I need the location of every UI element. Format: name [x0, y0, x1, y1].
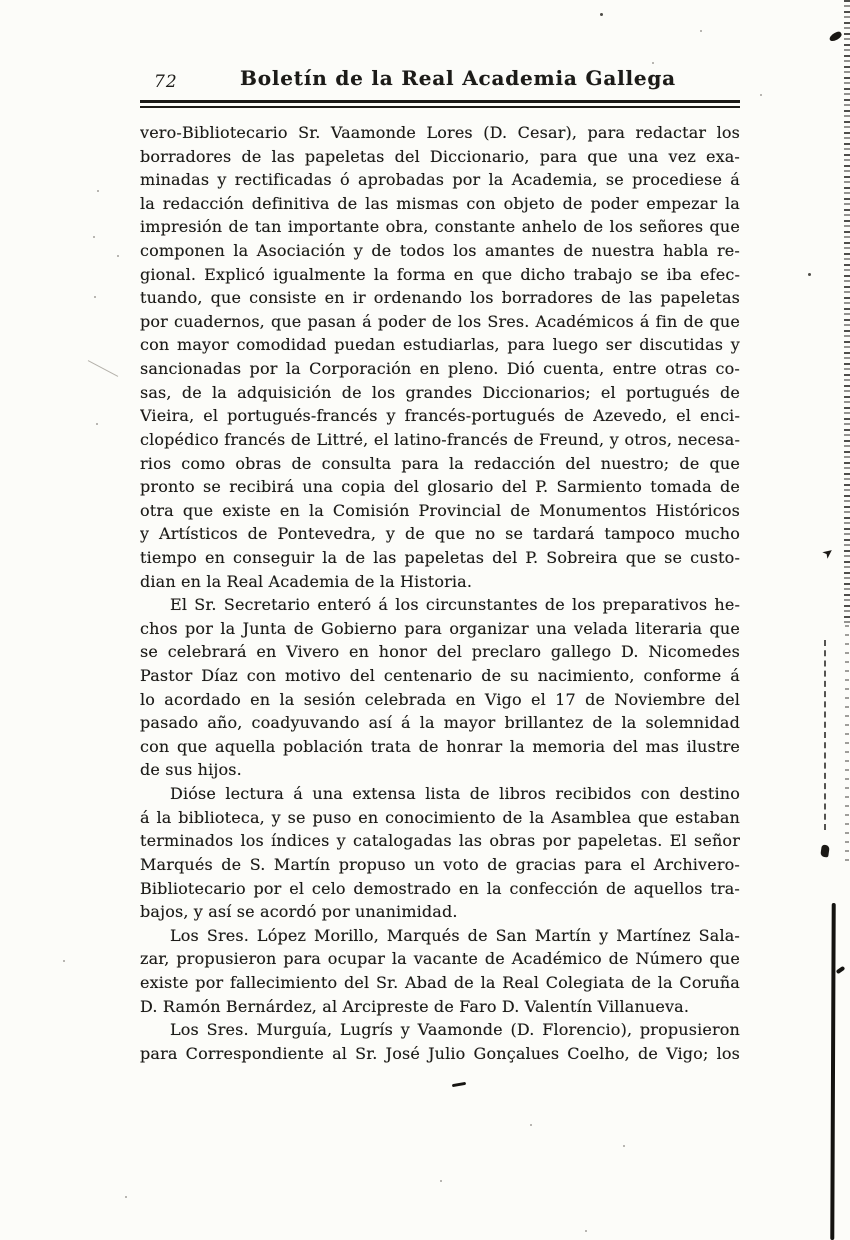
scan-scratch-left-margin: [88, 360, 118, 377]
dust-speck: [96, 423, 98, 425]
page-number: 72: [154, 72, 178, 92]
text-line: tiempo en conseguir la de las papeletas del P. Sobreira que se custo-: [140, 547, 740, 567]
text-line: la redacción definitiva de las mismas con objeto de poder empezar la: [140, 193, 740, 213]
text-line: lo acordado en la sesión celebrada en Vigo el 17 de Noviembre del: [140, 689, 740, 709]
dust-speck: [808, 273, 811, 276]
text-line: dian en la Real Academia de la Historia.: [140, 571, 473, 591]
text-line: á la biblioteca, y se puso en conocimiento de la Asamblea que estaban: [140, 807, 740, 827]
text-line: y Artísticos de Pontevedra, y de que no se tardará tampoco mucho: [140, 524, 740, 544]
text-line: Bibliotecario por el celo demostrado en la confección de aquellos tra-: [140, 878, 740, 898]
text-line: bajos, y así se acordó por unanimidad.: [140, 902, 458, 922]
text-line: Pastor Díaz con motivo del centenario de su nacimiento, conforme á: [140, 666, 740, 686]
dust-speck: [97, 190, 99, 192]
text-line: sas, de la adquisición de los grandes Diccionarios; el portugués de: [140, 382, 740, 402]
text-line: para Correspondiente al Sr. José Julio Gonçalues Coelho, de Vigo; los: [140, 1043, 740, 1063]
text-line: minadas y rectificadas ó aprobadas por la Academia, se procediese á: [140, 170, 740, 190]
paragraph: [140, 593, 740, 782]
ink-smudge: [820, 845, 830, 858]
scan-streak-dashed: [824, 640, 826, 830]
text-line: rios como obras de consulta para la redacción del nuestro; de que: [140, 453, 740, 473]
text-line: Los Sres. Murguía, Lugrís y Vaamonde (D. Florencio), propusieron: [170, 1020, 740, 1040]
dust-speck: [93, 236, 95, 238]
dust-speck: [700, 30, 702, 32]
document-body: [140, 121, 740, 1065]
dust-speck: [623, 1145, 625, 1147]
dust-speck: [117, 255, 119, 257]
dust-speck: [600, 13, 603, 16]
text-line: componen la Asociación y de todos los amantes de nuestra habla re-: [140, 241, 740, 261]
paragraph: [140, 924, 740, 1018]
dust-speck: [63, 960, 65, 962]
paragraph: [140, 121, 740, 593]
dust-speck: [585, 1230, 587, 1232]
text-line: gional. Explicó igualmente la forma en que dicho trabajo se iba efec-: [140, 264, 740, 284]
dust-speck: [94, 296, 96, 298]
text-line: Marqués de S. Martín propuso un voto de gracias para el Archivero-: [140, 854, 740, 874]
text-line: Dióse lectura á una extensa lista de libros recibidos con destino: [170, 784, 740, 804]
text-line: de sus hijos.: [140, 760, 242, 780]
text-line: D. Ramón Bernárdez, al Arcipreste de Faro D. Valentín Villanueva.: [140, 996, 690, 1016]
text-line: otra que existe en la Comisión Provincial de Monumentos Históricos: [140, 500, 740, 520]
dust-speck: [440, 1180, 442, 1182]
binding-shadow-line: [830, 903, 835, 1240]
text-line: sancionadas por la Corporación en pleno. Dió cuenta, entre otras co-: [140, 359, 740, 379]
paragraph: [140, 782, 740, 924]
text-line: vero-Bibliotecario Sr. Vaamonde Lores (D. Cesar), para redactar los: [140, 123, 740, 142]
text-line: existe por fallecimiento del Sr. Abad de la Real Colegiata de la Coruña: [140, 972, 740, 992]
text-line: con que aquella población trata de honrar la memoria del mas ilustre: [140, 736, 740, 756]
text-line: por cuadernos, que pasan á poder de los Sres. Académicos á fin de que: [140, 311, 740, 331]
scan-noise-right-edge-lower: [845, 625, 849, 865]
paragraph: [140, 1018, 740, 1065]
text-line: Los Sres. López Morillo, Marqués de San Martín y Martínez Sala-: [170, 925, 740, 945]
text-line: impresión de tan importante obra, constante anhelo de los señores que: [140, 217, 740, 237]
dust-speck: [530, 1124, 532, 1126]
ink-dash-mark: [452, 1082, 466, 1087]
text-line: terminados los índices y catalogadas las obras por papeletas. El señor: [140, 831, 740, 851]
scan-noise-right-edge: [844, 0, 850, 625]
dust-speck: [760, 94, 762, 96]
text-line: Vieira, el portugués-francés y francés-portugués de Azevedo, el enci-: [140, 406, 740, 426]
dust-speck: [125, 1196, 127, 1198]
text-line: zar, propusieron para ocupar la vacante de Académico de Número que: [140, 949, 740, 969]
text-line: clopédico francés de Littré, el latino-francés de Freund, y otros, necesa-: [140, 429, 740, 449]
text-line: El Sr. Secretario enteró á los circunstantes de los preparativos he-: [170, 595, 740, 615]
binding-shadow-hook: [836, 966, 846, 974]
text-line: chos por la Junta de Gobierno para organizar una velada literaria que: [140, 618, 740, 638]
text-line: con mayor comodidad puedan estudiarlas, para luego ser discutidas y: [140, 335, 740, 355]
text-line: pronto se recibirá una copia del glosario del P. Sarmiento tomada de: [140, 477, 740, 497]
running-head: [140, 62, 740, 98]
text-line: se celebrará en Vivero en honor del preclaro gallego D. Nicomedes: [140, 642, 740, 662]
ink-smudge: [828, 30, 843, 42]
text-line: tuando, que consiste en ir ordenando los borradores de las papeletas: [140, 288, 740, 308]
ink-smudge-arrow: ➤: [819, 544, 838, 563]
header-rule: [140, 100, 740, 108]
journal-title: Boletín de la Real Academia Gallega: [240, 66, 676, 90]
text-line: pasado año, coadyuvando así á la mayor brillantez de la solemnidad: [140, 713, 740, 733]
text-line: borradores de las papeletas del Diccionario, para que una vez exa-: [140, 146, 740, 166]
